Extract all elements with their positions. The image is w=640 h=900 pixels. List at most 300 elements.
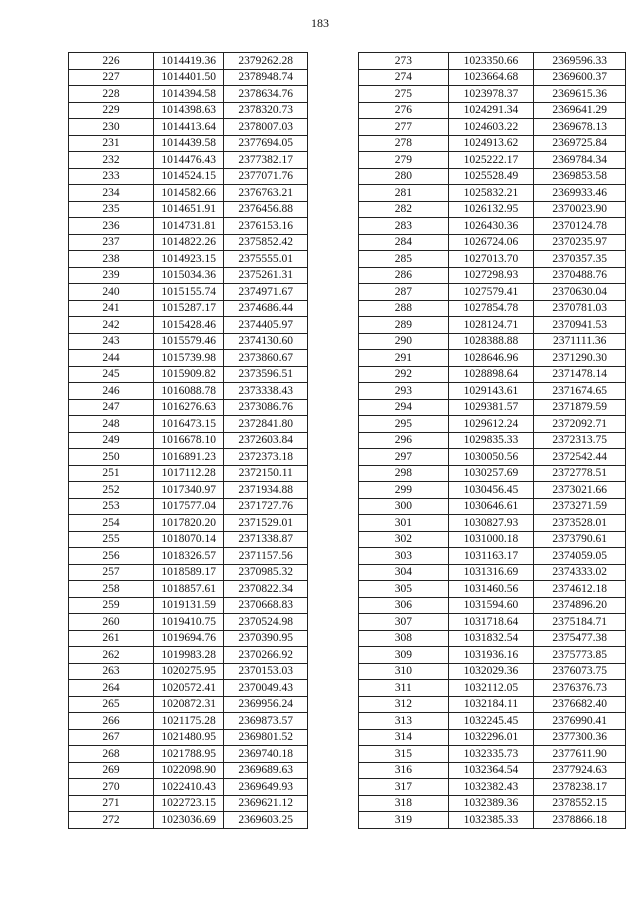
- point-number-cell: 281: [359, 185, 449, 202]
- y-coordinate-cell: 2378320.73: [224, 102, 308, 119]
- table-row: [359, 663, 626, 680]
- y-coordinate-cell: 2374896.20: [534, 597, 626, 614]
- x-coordinate-cell: 1015287.17: [154, 300, 224, 317]
- point-number-cell: 245: [69, 366, 154, 383]
- coordinates-table-right: [358, 52, 626, 829]
- table-row: [69, 581, 308, 598]
- x-coordinate-cell: 1028898.64: [448, 366, 534, 383]
- table-row: [69, 647, 308, 664]
- point-number-cell: 315: [359, 746, 449, 763]
- table-row: [359, 482, 626, 499]
- table-row: [359, 498, 626, 515]
- y-coordinate-cell: 2375773.85: [534, 647, 626, 664]
- x-coordinate-cell: 1015155.74: [154, 284, 224, 301]
- x-coordinate-cell: 1016276.63: [154, 399, 224, 416]
- point-number-cell: 271: [69, 795, 154, 812]
- x-coordinate-cell: 1023036.69: [154, 812, 224, 829]
- table-row: [359, 795, 626, 812]
- point-number-cell: 279: [359, 152, 449, 169]
- point-number-cell: 297: [359, 449, 449, 466]
- y-coordinate-cell: 2374333.02: [534, 564, 626, 581]
- x-coordinate-cell: 1028124.71: [448, 317, 534, 334]
- x-coordinate-cell: 1022098.90: [154, 762, 224, 779]
- table-row: [69, 218, 308, 235]
- y-coordinate-cell: 2376990.41: [534, 713, 626, 730]
- point-number-cell: 247: [69, 399, 154, 416]
- y-coordinate-cell: 2369649.93: [224, 779, 308, 796]
- table-row: [359, 696, 626, 713]
- x-coordinate-cell: 1018857.61: [154, 581, 224, 598]
- x-coordinate-cell: 1031000.18: [448, 531, 534, 548]
- x-coordinate-cell: 1027854.78: [448, 300, 534, 317]
- x-coordinate-cell: 1014439.58: [154, 135, 224, 152]
- point-number-cell: 274: [359, 69, 449, 86]
- x-coordinate-cell: 1021175.28: [154, 713, 224, 730]
- point-number-cell: 253: [69, 498, 154, 515]
- x-coordinate-cell: 1031832.54: [448, 630, 534, 647]
- point-number-cell: 303: [359, 548, 449, 565]
- table-row: [69, 713, 308, 730]
- y-coordinate-cell: 2373338.43: [224, 383, 308, 400]
- point-number-cell: 257: [69, 564, 154, 581]
- x-coordinate-cell: 1018589.17: [154, 564, 224, 581]
- y-coordinate-cell: 2379262.28: [224, 53, 308, 70]
- x-coordinate-cell: 1032029.36: [448, 663, 534, 680]
- table-row: [69, 69, 308, 86]
- x-coordinate-cell: 1014413.64: [154, 119, 224, 136]
- y-coordinate-cell: 2372373.18: [224, 449, 308, 466]
- table-row: [69, 267, 308, 284]
- point-number-cell: 256: [69, 548, 154, 565]
- point-number-cell: 260: [69, 614, 154, 631]
- y-coordinate-cell: 2369853.58: [534, 168, 626, 185]
- x-coordinate-cell: 1027579.41: [448, 284, 534, 301]
- point-number-cell: 273: [359, 53, 449, 70]
- point-number-cell: 305: [359, 581, 449, 598]
- x-coordinate-cell: 1032245.45: [448, 713, 534, 730]
- y-coordinate-cell: 2378238.17: [534, 779, 626, 796]
- x-coordinate-cell: 1018326.57: [154, 548, 224, 565]
- point-number-cell: 230: [69, 119, 154, 136]
- x-coordinate-cell: 1030646.61: [448, 498, 534, 515]
- point-number-cell: 228: [69, 86, 154, 103]
- y-coordinate-cell: 2370668.83: [224, 597, 308, 614]
- x-coordinate-cell: 1021480.95: [154, 729, 224, 746]
- table-row: [359, 762, 626, 779]
- table-row: [69, 482, 308, 499]
- table-row: [359, 548, 626, 565]
- y-coordinate-cell: 2371934.88: [224, 482, 308, 499]
- x-coordinate-cell: 1030257.69: [448, 465, 534, 482]
- table-row: [69, 564, 308, 581]
- table-row: [69, 317, 308, 334]
- point-number-cell: 319: [359, 812, 449, 829]
- x-coordinate-cell: 1026132.95: [448, 201, 534, 218]
- y-coordinate-cell: 2372603.84: [224, 432, 308, 449]
- point-number-cell: 259: [69, 597, 154, 614]
- table-row: [359, 251, 626, 268]
- table-row: [359, 465, 626, 482]
- point-number-cell: 306: [359, 597, 449, 614]
- x-coordinate-cell: 1014822.26: [154, 234, 224, 251]
- point-number-cell: 239: [69, 267, 154, 284]
- point-number-cell: 294: [359, 399, 449, 416]
- point-number-cell: 313: [359, 713, 449, 730]
- point-number-cell: 318: [359, 795, 449, 812]
- x-coordinate-cell: 1020572.41: [154, 680, 224, 697]
- table-row: [69, 432, 308, 449]
- point-number-cell: 278: [359, 135, 449, 152]
- table-row: [69, 630, 308, 647]
- table-row: [69, 333, 308, 350]
- point-number-cell: 243: [69, 333, 154, 350]
- point-number-cell: 244: [69, 350, 154, 367]
- table-row: [359, 267, 626, 284]
- y-coordinate-cell: 2373596.51: [224, 366, 308, 383]
- point-number-cell: 236: [69, 218, 154, 235]
- x-coordinate-cell: 1022723.15: [154, 795, 224, 812]
- x-coordinate-cell: 1031718.64: [448, 614, 534, 631]
- y-coordinate-cell: 2376456.88: [224, 201, 308, 218]
- point-number-cell: 254: [69, 515, 154, 532]
- y-coordinate-cell: 2370023.90: [534, 201, 626, 218]
- x-coordinate-cell: 1024603.22: [448, 119, 534, 136]
- x-coordinate-cell: 1014731.81: [154, 218, 224, 235]
- table-row: [69, 399, 308, 416]
- table-row: [69, 779, 308, 796]
- table-row: [359, 416, 626, 433]
- x-coordinate-cell: 1015428.46: [154, 317, 224, 334]
- table-row: [69, 663, 308, 680]
- x-coordinate-cell: 1032389.36: [448, 795, 534, 812]
- table-row: [359, 350, 626, 367]
- table-row: [69, 531, 308, 548]
- table-row: [359, 746, 626, 763]
- x-coordinate-cell: 1028646.96: [448, 350, 534, 367]
- point-number-cell: 261: [69, 630, 154, 647]
- x-coordinate-cell: 1032382.43: [448, 779, 534, 796]
- x-coordinate-cell: 1031936.16: [448, 647, 534, 664]
- x-coordinate-cell: 1023664.68: [448, 69, 534, 86]
- table-row: [359, 86, 626, 103]
- x-coordinate-cell: 1032296.01: [448, 729, 534, 746]
- point-number-cell: 298: [359, 465, 449, 482]
- table-row: [69, 102, 308, 119]
- y-coordinate-cell: 2370049.43: [224, 680, 308, 697]
- x-coordinate-cell: 1015739.98: [154, 350, 224, 367]
- x-coordinate-cell: 1017340.97: [154, 482, 224, 499]
- y-coordinate-cell: 2369801.52: [224, 729, 308, 746]
- point-number-cell: 290: [359, 333, 449, 350]
- y-coordinate-cell: 2369956.24: [224, 696, 308, 713]
- y-coordinate-cell: 2373271.59: [534, 498, 626, 515]
- coordinates-table-left: [68, 52, 308, 829]
- table-row: [359, 234, 626, 251]
- point-number-cell: 248: [69, 416, 154, 433]
- table-row: [69, 284, 308, 301]
- y-coordinate-cell: 2369740.18: [224, 746, 308, 763]
- y-coordinate-cell: 2369678.13: [534, 119, 626, 136]
- x-coordinate-cell: 1023350.66: [448, 53, 534, 70]
- x-coordinate-cell: 1027298.93: [448, 267, 534, 284]
- y-coordinate-cell: 2373086.76: [224, 399, 308, 416]
- table-row: [69, 234, 308, 251]
- x-coordinate-cell: 1026724.06: [448, 234, 534, 251]
- x-coordinate-cell: 1016088.78: [154, 383, 224, 400]
- x-coordinate-cell: 1032184.11: [448, 696, 534, 713]
- y-coordinate-cell: 2374130.60: [224, 333, 308, 350]
- x-coordinate-cell: 1016891.23: [154, 449, 224, 466]
- table-row: [69, 86, 308, 103]
- point-number-cell: 275: [359, 86, 449, 103]
- table-row: [69, 152, 308, 169]
- y-coordinate-cell: 2370235.97: [534, 234, 626, 251]
- point-number-cell: 235: [69, 201, 154, 218]
- table-row: [359, 218, 626, 235]
- y-coordinate-cell: 2370357.35: [534, 251, 626, 268]
- table-row: [359, 333, 626, 350]
- table-row: [69, 812, 308, 829]
- x-coordinate-cell: 1019983.28: [154, 647, 224, 664]
- y-coordinate-cell: 2371290.30: [534, 350, 626, 367]
- table-row: [359, 564, 626, 581]
- point-number-cell: 293: [359, 383, 449, 400]
- y-coordinate-cell: 2371111.36: [534, 333, 626, 350]
- table-row: [359, 53, 626, 70]
- table-row: [69, 614, 308, 631]
- x-coordinate-cell: 1031316.69: [448, 564, 534, 581]
- y-coordinate-cell: 2376763.21: [224, 185, 308, 202]
- point-number-cell: 284: [359, 234, 449, 251]
- point-number-cell: 264: [69, 680, 154, 697]
- table-row: [69, 185, 308, 202]
- y-coordinate-cell: 2377382.17: [224, 152, 308, 169]
- table-row: [69, 350, 308, 367]
- y-coordinate-cell: 2369641.29: [534, 102, 626, 119]
- x-coordinate-cell: 1021788.95: [154, 746, 224, 763]
- x-coordinate-cell: 1014476.43: [154, 152, 224, 169]
- table-row: [359, 300, 626, 317]
- table-row: [359, 581, 626, 598]
- y-coordinate-cell: 2371529.01: [224, 515, 308, 532]
- x-coordinate-cell: 1015909.82: [154, 366, 224, 383]
- x-coordinate-cell: 1018070.14: [154, 531, 224, 548]
- y-coordinate-cell: 2375184.71: [534, 614, 626, 631]
- point-number-cell: 252: [69, 482, 154, 499]
- x-coordinate-cell: 1025832.21: [448, 185, 534, 202]
- y-coordinate-cell: 2369600.37: [534, 69, 626, 86]
- table-row: [359, 432, 626, 449]
- table-row: [69, 729, 308, 746]
- y-coordinate-cell: 2372841.80: [224, 416, 308, 433]
- x-coordinate-cell: 1030827.93: [448, 515, 534, 532]
- x-coordinate-cell: 1017112.28: [154, 465, 224, 482]
- table-row: [359, 102, 626, 119]
- point-number-cell: 312: [359, 696, 449, 713]
- point-number-cell: 304: [359, 564, 449, 581]
- table-row: [69, 119, 308, 136]
- point-number-cell: 277: [359, 119, 449, 136]
- table-row: [69, 135, 308, 152]
- table-row: [359, 201, 626, 218]
- x-coordinate-cell: 1032335.73: [448, 746, 534, 763]
- point-number-cell: 226: [69, 53, 154, 70]
- table-row: [359, 399, 626, 416]
- table-row: [359, 119, 626, 136]
- x-coordinate-cell: 1017577.04: [154, 498, 224, 515]
- y-coordinate-cell: 2374405.97: [224, 317, 308, 334]
- table-row: [359, 383, 626, 400]
- y-coordinate-cell: 2370941.53: [534, 317, 626, 334]
- y-coordinate-cell: 2377071.76: [224, 168, 308, 185]
- point-number-cell: 269: [69, 762, 154, 779]
- point-number-cell: 286: [359, 267, 449, 284]
- y-coordinate-cell: 2377924.63: [534, 762, 626, 779]
- x-coordinate-cell: 1014524.15: [154, 168, 224, 185]
- y-coordinate-cell: 2371157.56: [224, 548, 308, 565]
- y-coordinate-cell: 2375261.31: [224, 267, 308, 284]
- x-coordinate-cell: 1015034.36: [154, 267, 224, 284]
- point-number-cell: 282: [359, 201, 449, 218]
- x-coordinate-cell: 1014401.50: [154, 69, 224, 86]
- y-coordinate-cell: 2373021.66: [534, 482, 626, 499]
- y-coordinate-cell: 2377611.90: [534, 746, 626, 763]
- table-row: [69, 465, 308, 482]
- y-coordinate-cell: 2374059.05: [534, 548, 626, 565]
- x-coordinate-cell: 1019131.59: [154, 597, 224, 614]
- point-number-cell: 283: [359, 218, 449, 235]
- table-row: [359, 531, 626, 548]
- x-coordinate-cell: 1030050.56: [448, 449, 534, 466]
- x-coordinate-cell: 1032112.05: [448, 680, 534, 697]
- y-coordinate-cell: 2369603.25: [224, 812, 308, 829]
- table-row: [359, 317, 626, 334]
- point-number-cell: 300: [359, 498, 449, 515]
- point-number-cell: 301: [359, 515, 449, 532]
- x-coordinate-cell: 1031594.60: [448, 597, 534, 614]
- point-number-cell: 287: [359, 284, 449, 301]
- y-coordinate-cell: 2369615.36: [534, 86, 626, 103]
- y-coordinate-cell: 2369784.34: [534, 152, 626, 169]
- point-number-cell: 280: [359, 168, 449, 185]
- page-number: 183: [311, 16, 329, 30]
- table-row: [69, 795, 308, 812]
- point-number-cell: 268: [69, 746, 154, 763]
- point-number-cell: 227: [69, 69, 154, 86]
- y-coordinate-cell: 2372542.44: [534, 449, 626, 466]
- x-coordinate-cell: 1014651.91: [154, 201, 224, 218]
- point-number-cell: 237: [69, 234, 154, 251]
- table-row: [69, 168, 308, 185]
- y-coordinate-cell: 2374612.18: [534, 581, 626, 598]
- point-number-cell: 232: [69, 152, 154, 169]
- point-number-cell: 270: [69, 779, 154, 796]
- table-row: [69, 680, 308, 697]
- table-row: [69, 366, 308, 383]
- y-coordinate-cell: 2369621.12: [224, 795, 308, 812]
- table-row: [69, 515, 308, 532]
- x-coordinate-cell: 1022410.43: [154, 779, 224, 796]
- point-number-cell: 299: [359, 482, 449, 499]
- x-coordinate-cell: 1019410.75: [154, 614, 224, 631]
- point-number-cell: 238: [69, 251, 154, 268]
- y-coordinate-cell: 2369725.84: [534, 135, 626, 152]
- y-coordinate-cell: 2371338.87: [224, 531, 308, 548]
- point-number-cell: 292: [359, 366, 449, 383]
- point-number-cell: 309: [359, 647, 449, 664]
- y-coordinate-cell: 2378634.76: [224, 86, 308, 103]
- point-number-cell: 295: [359, 416, 449, 433]
- table-row: [69, 201, 308, 218]
- point-number-cell: 302: [359, 531, 449, 548]
- x-coordinate-cell: 1026430.36: [448, 218, 534, 235]
- point-number-cell: 255: [69, 531, 154, 548]
- table-row: [359, 713, 626, 730]
- y-coordinate-cell: 2374686.44: [224, 300, 308, 317]
- x-coordinate-cell: 1031163.17: [448, 548, 534, 565]
- y-coordinate-cell: 2370781.03: [534, 300, 626, 317]
- x-coordinate-cell: 1025222.17: [448, 152, 534, 169]
- point-number-cell: 308: [359, 630, 449, 647]
- y-coordinate-cell: 2370630.04: [534, 284, 626, 301]
- x-coordinate-cell: 1028388.88: [448, 333, 534, 350]
- x-coordinate-cell: 1029381.57: [448, 399, 534, 416]
- point-number-cell: 288: [359, 300, 449, 317]
- x-coordinate-cell: 1030456.45: [448, 482, 534, 499]
- y-coordinate-cell: 2374971.67: [224, 284, 308, 301]
- point-number-cell: 242: [69, 317, 154, 334]
- point-number-cell: 296: [359, 432, 449, 449]
- x-coordinate-cell: 1029612.24: [448, 416, 534, 433]
- x-coordinate-cell: 1023978.37: [448, 86, 534, 103]
- y-coordinate-cell: 2370390.95: [224, 630, 308, 647]
- y-coordinate-cell: 2370488.76: [534, 267, 626, 284]
- point-number-cell: 233: [69, 168, 154, 185]
- table-row: [359, 812, 626, 829]
- y-coordinate-cell: 2370985.32: [224, 564, 308, 581]
- x-coordinate-cell: 1029143.61: [448, 383, 534, 400]
- table-row: [69, 416, 308, 433]
- table-row: [69, 300, 308, 317]
- x-coordinate-cell: 1016473.15: [154, 416, 224, 433]
- x-coordinate-cell: 1014394.58: [154, 86, 224, 103]
- table-row: [359, 284, 626, 301]
- point-number-cell: 316: [359, 762, 449, 779]
- point-number-cell: 272: [69, 812, 154, 829]
- y-coordinate-cell: 2378552.15: [534, 795, 626, 812]
- x-coordinate-cell: 1014419.36: [154, 53, 224, 70]
- table-row: [359, 779, 626, 796]
- point-number-cell: 258: [69, 581, 154, 598]
- y-coordinate-cell: 2371674.65: [534, 383, 626, 400]
- x-coordinate-cell: 1015579.46: [154, 333, 224, 350]
- x-coordinate-cell: 1031460.56: [448, 581, 534, 598]
- y-coordinate-cell: 2370822.34: [224, 581, 308, 598]
- point-number-cell: 314: [359, 729, 449, 746]
- y-coordinate-cell: 2370153.03: [224, 663, 308, 680]
- point-number-cell: 307: [359, 614, 449, 631]
- x-coordinate-cell: 1016678.10: [154, 432, 224, 449]
- y-coordinate-cell: 2369596.33: [534, 53, 626, 70]
- x-coordinate-cell: 1024913.62: [448, 135, 534, 152]
- table-row: [359, 729, 626, 746]
- table-row: [359, 168, 626, 185]
- table-row: [359, 366, 626, 383]
- point-number-cell: 250: [69, 449, 154, 466]
- x-coordinate-cell: 1014398.63: [154, 102, 224, 119]
- y-coordinate-cell: 2370524.98: [224, 614, 308, 631]
- y-coordinate-cell: 2371727.76: [224, 498, 308, 515]
